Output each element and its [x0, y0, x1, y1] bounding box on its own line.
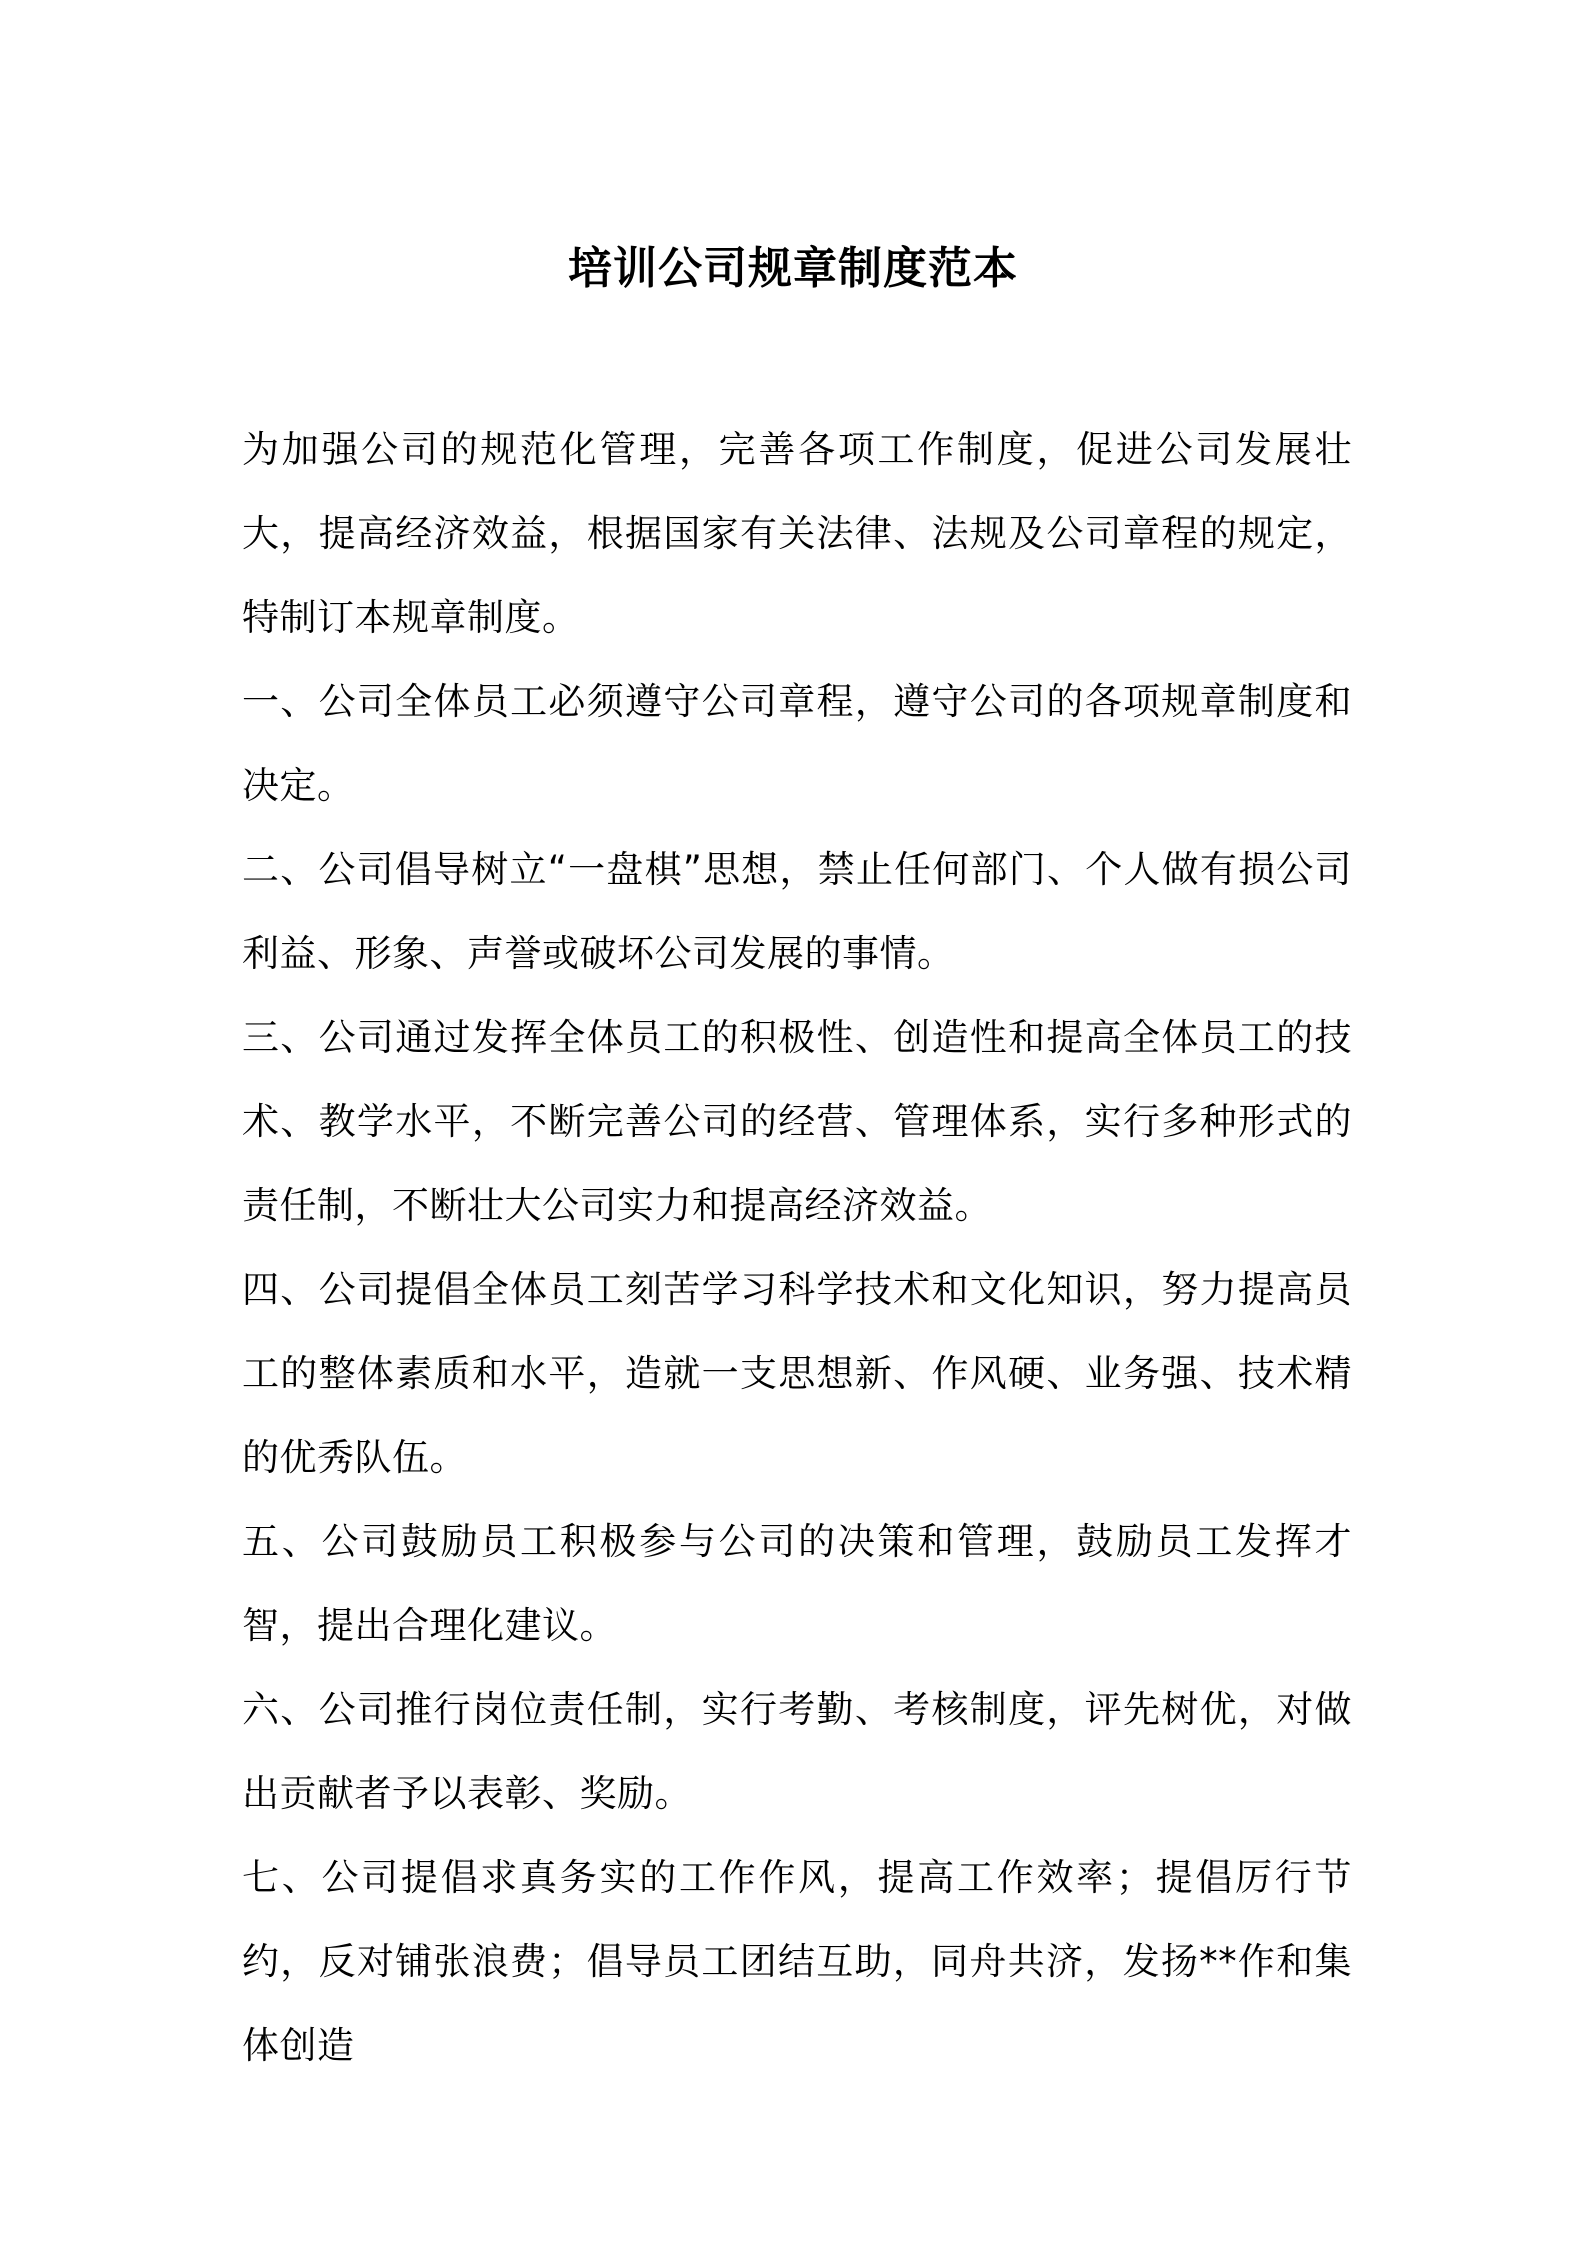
rule-5-paragraph: 五、公司鼓励员工积极参与公司的决策和管理，鼓励员工发挥才智，提出合理化建议。 — [242, 1520, 1352, 1647]
document-body — [242, 408, 1352, 2088]
rule-2-paragraph: 二、公司倡导树立“一盘棋”思想，禁止任何部门、个人做有损公司利益、形象、声誉或破坏公司发展的事情。 — [242, 848, 1352, 975]
rule-7-paragraph: 七、公司提倡求真务实的工作作风，提高工作效率；提倡厉行节约，反对铺张浪费；倡导员工团结互助，同舟共济，发扬**作和集体创造 — [242, 1856, 1352, 2067]
document-title: 培训公司规章制度范本 — [568, 243, 1018, 295]
rule-3-paragraph: 三、公司通过发挥全体员工的积极性、创造性和提高全体员工的技术、教学水平，不断完善公司的经营、管理体系，实行多种形式的责任制，不断壮大公司实力和提高经济效益。 — [242, 1016, 1352, 1227]
intro-paragraph: 为加强公司的规范化管理，完善各项工作制度，促进公司发展壮大，提高经济效益，根据国家有关法律、法规及公司章程的规定，特制订本规章制度。 — [242, 428, 1352, 639]
rule-6-paragraph: 六、公司推行岗位责任制，实行考勤、考核制度，评先树优，对做出贡献者予以表彰、奖励。 — [242, 1688, 1352, 1815]
rule-1-paragraph: 一、公司全体员工必须遵守公司章程，遵守公司的各项规章制度和决定。 — [242, 680, 1352, 807]
rule-4-paragraph: 四、公司提倡全体员工刻苦学习科学技术和文化知识，努力提高员工的整体素质和水平，造就一支思想新、作风硬、业务强、技术精的优秀队伍。 — [242, 1268, 1352, 1479]
